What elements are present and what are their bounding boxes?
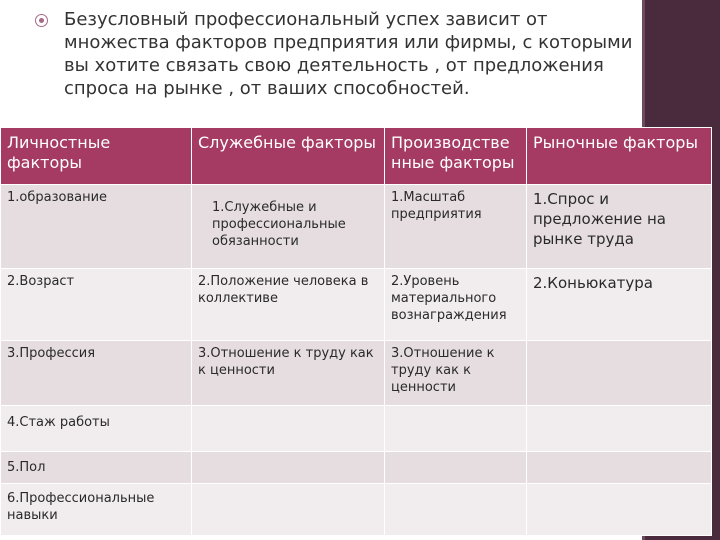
table-cell bbox=[527, 484, 712, 536]
table-cell bbox=[385, 406, 527, 452]
table-cell: 2.Возраст bbox=[1, 269, 192, 341]
table-cell bbox=[527, 452, 712, 484]
table-cell bbox=[192, 452, 385, 484]
table-cell: 2.Уровень материального вознаграждения bbox=[385, 269, 527, 341]
table-header-row bbox=[1, 128, 712, 185]
table-cell bbox=[385, 452, 527, 484]
table-cell: 1.Масштаб предприятия bbox=[385, 185, 527, 269]
factors-table bbox=[0, 127, 712, 536]
table-row bbox=[1, 406, 712, 452]
table-cell: 6.Профессиональные навыки bbox=[1, 484, 192, 536]
table-row bbox=[1, 269, 712, 341]
table-cell bbox=[527, 341, 712, 406]
table-cell: 1.Спрос и предложение на рынке труда bbox=[527, 185, 712, 269]
table-cell: 1.Служебные и профессиональные обязанности bbox=[192, 185, 385, 269]
table-cell bbox=[385, 484, 527, 536]
header-market-factors: Рыночные факторы bbox=[527, 128, 712, 185]
table-cell bbox=[192, 484, 385, 536]
header-service-factors: Служебные факторы bbox=[192, 128, 385, 185]
table-cell: 5.Пол bbox=[1, 452, 192, 484]
table-cell: 4.Стаж работы bbox=[1, 406, 192, 452]
round-bullet-icon bbox=[35, 14, 48, 27]
table-cell bbox=[192, 406, 385, 452]
header-personal-factors: Личностные факторы bbox=[1, 128, 192, 185]
table-cell: 2.Положение человека в коллективе bbox=[192, 269, 385, 341]
table-cell: 3.Отношение к труду как к ценности bbox=[385, 341, 527, 406]
table-row bbox=[1, 341, 712, 406]
table-cell bbox=[527, 406, 712, 452]
table-row bbox=[1, 484, 712, 536]
table-cell: 1.образование bbox=[1, 185, 192, 269]
table-cell: 3.Отношение к труду как к ценности bbox=[192, 341, 385, 406]
table-row bbox=[1, 185, 712, 269]
intro-block bbox=[0, 0, 640, 120]
table-cell: 3.Профессия bbox=[1, 341, 192, 406]
table-row bbox=[1, 452, 712, 484]
header-production-factors: Производстве нные факторы bbox=[385, 128, 527, 185]
intro-paragraph: Безусловный профессиональный успех зависит от множества факторов предприятия или фирмы, с которыми вы хотите связать свою деятельность , от предложения спроса на рынке , от ваших способностей. bbox=[64, 9, 633, 99]
table-cell: 2.Коньюкатура bbox=[527, 269, 712, 341]
